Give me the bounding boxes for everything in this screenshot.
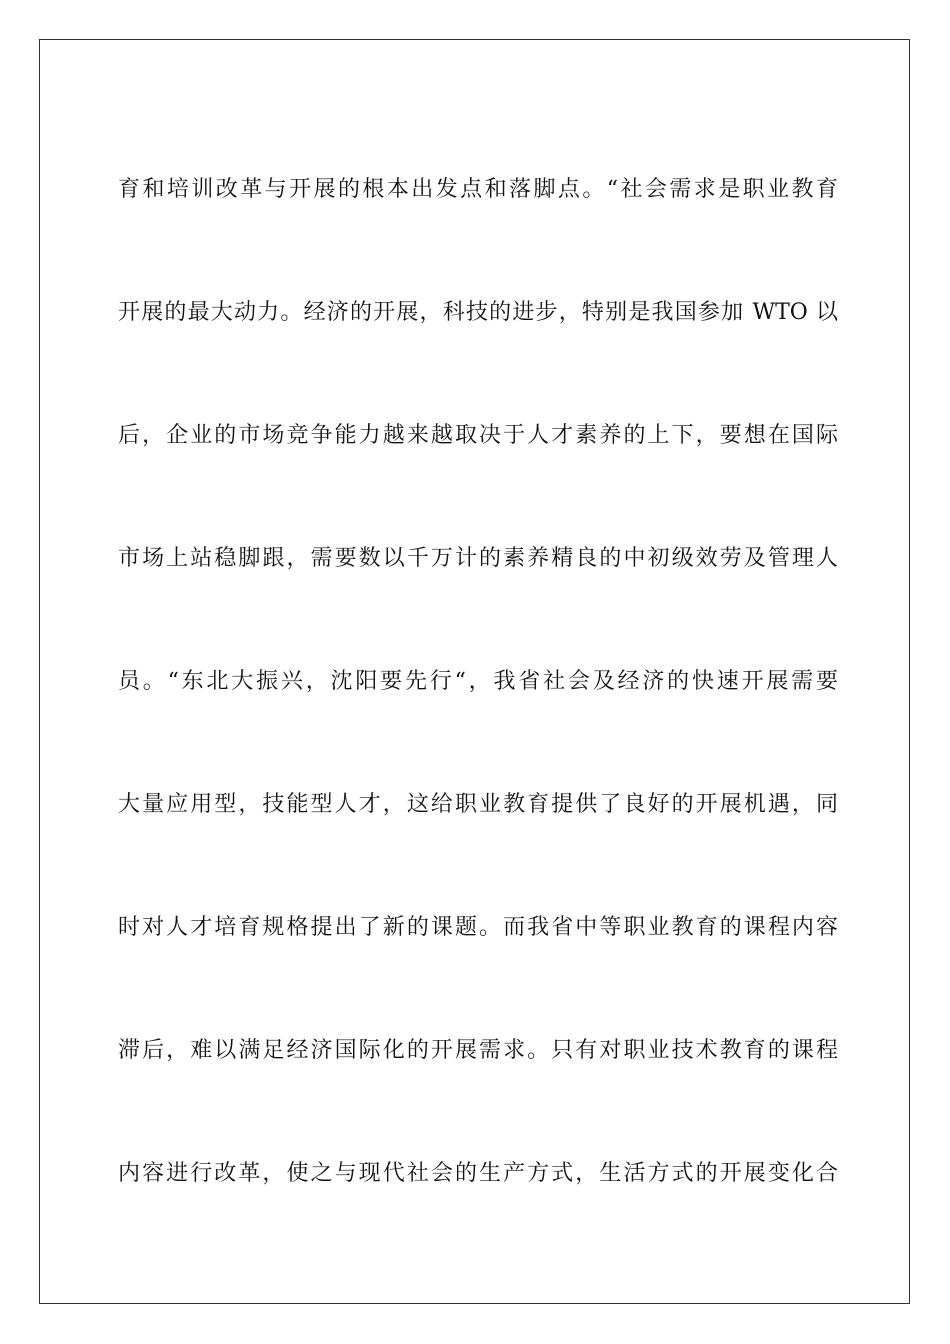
text-line: 市场上站稳脚跟，需要数以千万计的素养精良的中初级效劳及管理人 bbox=[118, 546, 838, 571]
text-line: 育和培训改革与开展的根本出发点和落脚点。“社会需求是职业教育 bbox=[118, 177, 838, 202]
text-line: 内容进行改革，使之与现代社会的生产方式，生活方式的开展变化合 bbox=[118, 1161, 838, 1186]
text-line: 后，企业的市场竞争能力越来越取决于人才素养的上下，要想在国际 bbox=[118, 423, 838, 448]
body-text bbox=[118, 168, 838, 1275]
text-line: 开展的最大动力。经济的开展，科技的进步，特别是我国参加 WTO 以 bbox=[118, 300, 838, 325]
text-line: 大量应用型，技能型人才，这给职业教育提供了良好的开展机遇，同 bbox=[118, 792, 838, 817]
text-line: 员。“东北大振兴，沈阳要先行“，我省社会及经济的快速开展需要 bbox=[118, 669, 838, 694]
text-line: 时对人才培育规格提出了新的课题。而我省中等职业教育的课程内容 bbox=[118, 915, 838, 940]
page-frame bbox=[39, 39, 910, 1304]
text-line: 滞后，难以满足经济国际化的开展需求。只有对职业技术教育的课程 bbox=[118, 1038, 838, 1063]
